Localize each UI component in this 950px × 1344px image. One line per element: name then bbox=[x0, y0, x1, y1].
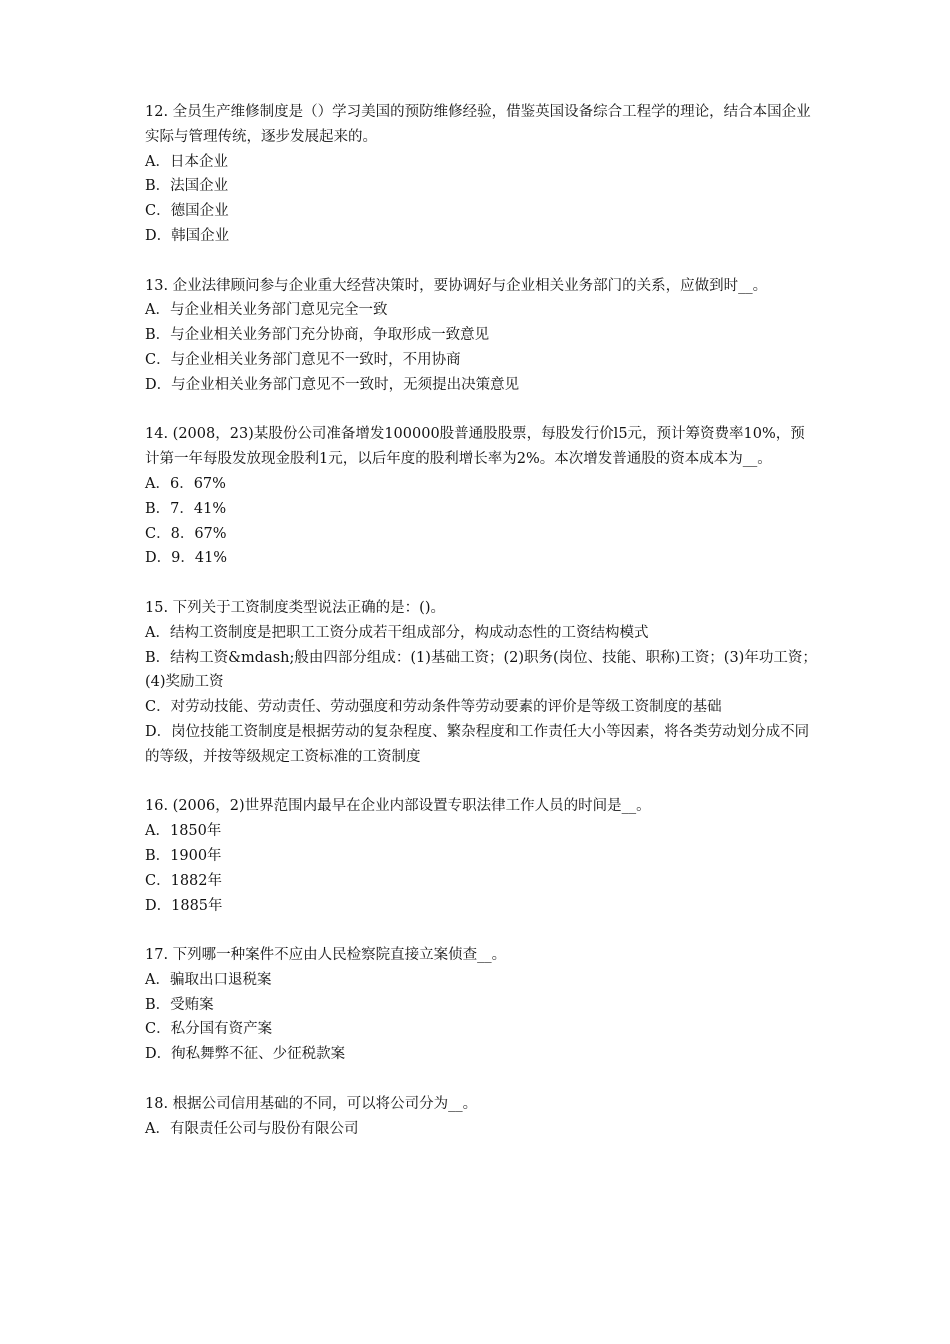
option-d: D．与企业相关业务部门意见不一致时，无须提出决策意见 bbox=[145, 376, 520, 393]
option-a: A．有限责任公司与股份有限公司 bbox=[145, 1120, 359, 1137]
option-a: A．日本企业 bbox=[145, 153, 228, 170]
question-stem: 17. 下列哪一种案件不应由人民检察院直接立案侦查__。 bbox=[145, 947, 507, 964]
option-d: D．9．41% bbox=[145, 550, 228, 567]
option-b: B．结构工资&mdash;般由四部分组成：(1)基础工资；(2)职务(岗位、技能、职称)工资；(3)年功工资；(4)奖励工资 bbox=[145, 649, 817, 691]
option-d: D．岗位技能工资制度是根据劳动的复杂程度、繁杂程度和工作责任大小等因素，将各类劳动划分成不同的等级，并按等级规定工资标准的工资制度 bbox=[145, 723, 810, 765]
question-stem: 16. (2006，2)世界范围内最早在企业内部设置专职法律工作人员的时间是__。 bbox=[145, 798, 651, 815]
option-b: B．受贿案 bbox=[145, 996, 214, 1013]
question-12 bbox=[145, 100, 817, 249]
question-15 bbox=[145, 596, 817, 770]
option-b: B．法国企业 bbox=[145, 178, 229, 195]
option-a: A．与企业相关业务部门意见完全一致 bbox=[145, 302, 388, 319]
option-c: C．8．67% bbox=[145, 525, 227, 542]
question-stem: 12. 全员生产维修制度是（）学习美国的预防维修经验，借鉴英国设备综合工程学的理论，结合本国企业实际与管理传统，逐步发展起来的。 bbox=[145, 104, 811, 145]
question-16 bbox=[145, 794, 817, 918]
option-c: C．与企业相关业务部门意见不一致时，不用协商 bbox=[145, 351, 461, 368]
option-a: A．1850年 bbox=[145, 823, 222, 840]
option-a: A．结构工资制度是把职工工资分成若干组成部分，构成动态性的工资结构模式 bbox=[145, 624, 649, 641]
option-d: D．韩国企业 bbox=[145, 227, 230, 244]
option-b: B．与企业相关业务部门充分协商，争取形成一致意见 bbox=[145, 327, 490, 344]
option-d: D．徇私舞弊不征、少征税款案 bbox=[145, 1046, 346, 1063]
document-page bbox=[145, 100, 817, 1166]
option-b: B．7．41% bbox=[145, 500, 227, 517]
option-d: D．1885年 bbox=[145, 897, 223, 914]
question-14 bbox=[145, 422, 817, 571]
option-c: C．德国企业 bbox=[145, 203, 229, 220]
question-stem: 15. 下列关于工资制度类型说法正确的是：()。 bbox=[145, 599, 445, 616]
question-stem: 13. 企业法律顾问参与企业重大经营决策时，要协调好与企业相关业务部门的关系，应做到时__。 bbox=[145, 277, 768, 294]
option-a: A．6．67% bbox=[145, 475, 226, 492]
question-18 bbox=[145, 1092, 817, 1142]
option-a: A．骗取出口退税案 bbox=[145, 971, 272, 988]
option-c: C．对劳动技能、劳动责任、劳动强度和劳动条件等劳动要素的评价是等级工资制度的基础 bbox=[145, 699, 722, 716]
question-stem: 14. (2008，23)某股份公司准备增发100000股普通股股票，每股发行价l5元，预计筹资费率10%，预计第一年每股发放现金股利1元，以后年度的股利增长率为2%。本次增发普通股的资本成本为__。 bbox=[145, 426, 805, 468]
question-stem: 18. 根据公司信用基础的不同，可以将公司分为__。 bbox=[145, 1095, 478, 1112]
option-c: C．1882年 bbox=[145, 872, 222, 889]
option-b: B．1900年 bbox=[145, 847, 222, 864]
question-13 bbox=[145, 274, 817, 398]
option-c: C．私分国有资产案 bbox=[145, 1021, 273, 1038]
question-17 bbox=[145, 943, 817, 1067]
